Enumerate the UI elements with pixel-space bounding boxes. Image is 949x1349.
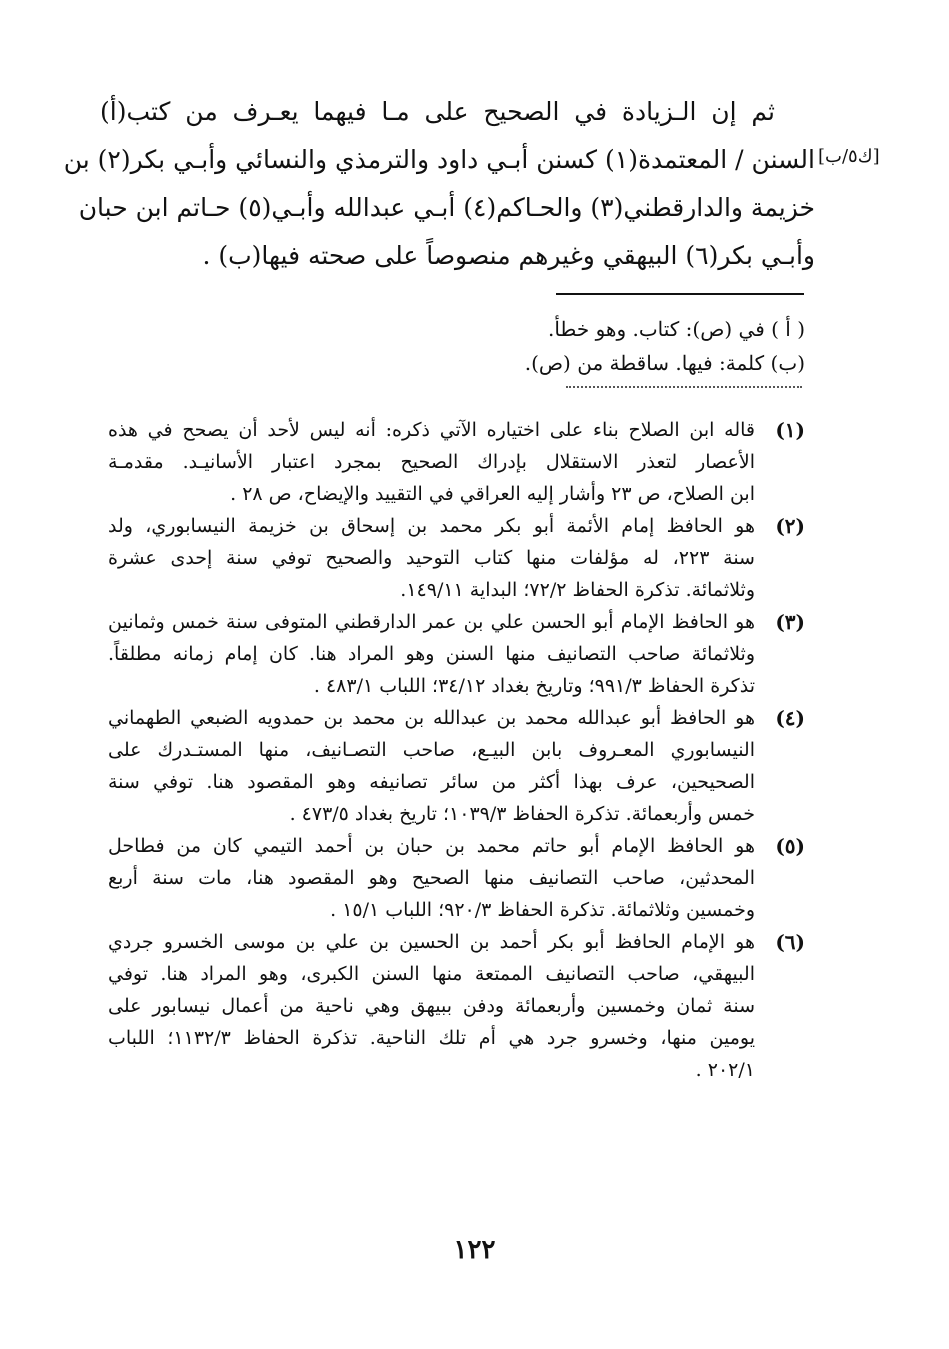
footnote-line: هو الإمام الحافظ أبو بكر أحمد بن الحسين بن علي بن موسى الخسرو جردي xyxy=(108,931,755,953)
footnote xyxy=(108,926,805,1086)
footnote-line: هو الحافظ إمام الأئمة أبو بكر محمد بن إسحاق بن خزيمة النيسابوري، ولد xyxy=(108,515,755,537)
footnote xyxy=(108,414,805,510)
footnote-line: وثلاثمائة صاحب التصانيف منها السنن وهو المراد هنا. كان إمام زمانه مطلقاً. xyxy=(108,643,755,665)
main-text-line: ثم إن الـزيادة في الصحيح على مـا فيهما يعـرف من كتب(أ) xyxy=(100,97,775,126)
variant-note: (ب) كلمة: فيها. ساقطة من (ص). xyxy=(524,351,805,375)
footnote-line: وخمسين وثلاثمائة. تذكرة الحفاظ ٩٢٠/٣؛ اللباب ١٥/١ . xyxy=(330,899,755,921)
footnote xyxy=(108,830,805,926)
footnote-number: (٢) xyxy=(775,514,805,538)
footnote-number: (٣) xyxy=(775,610,805,634)
footnote-line: هو الحافظ الإمام أبو حاتم محمد بن حبان بن أحمد التيمي كان من فطاحل xyxy=(108,835,755,857)
footnote-line: الصحيحين، عرف بهذا أكثر من سائر تصانيفه وهو المقصود هنا. توفي سنة xyxy=(108,771,755,793)
footnote-line: خمس وأربعمائة. تذكرة الحفاظ ١٠٣٩/٣؛ تاريخ بغداد ٤٧٣/٥ . xyxy=(289,803,755,825)
footnote xyxy=(108,702,805,830)
footnote-number: (١) xyxy=(775,418,805,442)
footnote-separator xyxy=(556,293,804,295)
main-text-line: وأبـي بكر(٦) البيهقي وغيرهم منصوصاً على صحته فيها(ب) . xyxy=(202,241,815,270)
footnote-line: ابن الصلاح، ص ٢٣ وأشار إليه العراقي في التقييد والإيضاح، ص ٢٨ . xyxy=(230,483,755,505)
footnote-number: (٥) xyxy=(775,834,805,858)
manuscript-margin-note: [ك٥/ب] xyxy=(818,146,880,167)
footnote-line: قاله ابن الصلاح بناء على اختياره الآتي ذكره: أنه ليس لأحد أن يصحح في هذه xyxy=(108,419,755,441)
main-text-line: السنن / المعتمدة(١) كسنن أبـي داود والترمذي والنسائي وأبـي بكر(٢) بن xyxy=(63,145,815,174)
footnote-number: (٦) xyxy=(775,930,805,954)
footnote-line: هو الحافظ الإمام أبو الحسن علي بن عمر الدارقطني المتوفى سنة خمس وثمانين xyxy=(108,611,755,633)
variant-notes xyxy=(380,312,805,380)
footnote-line: سنة ثمان وخمسين وأربعمائة ودفن ببيهق وهي ناحية من أعمال نيسابور على xyxy=(108,995,755,1017)
footnote-line: البيهقي، صاحب التصانيف الممتعة منها السنن الكبرى، وهو المراد هنا. توفي xyxy=(108,963,755,985)
dotted-separator xyxy=(566,386,802,396)
footnote-line: سنة ٢٢٣، له مؤلفات منها كتاب التوحيد والصحيح توفي سنة إحدى عشرة xyxy=(108,547,755,569)
footnote-line: تذكرة الحفاظ ٩٩١/٣؛ وتاريخ بغداد ٣٤/١٢؛ اللباب ٤٨٣/١ . xyxy=(313,675,755,697)
footnote xyxy=(108,510,805,606)
page-number: ١٢٢ xyxy=(453,1235,496,1265)
footnote-line: النيسابوري المعـروف بابن البيـع، صاحب التصـانيف، منها المستـدرك على xyxy=(108,739,755,761)
footnote xyxy=(108,606,805,702)
footnotes xyxy=(108,414,805,1086)
footnote-line: يومين منها، وخسرو جرد هي أم تلك الناحية. تذكرة الحفاظ ١١٣٢/٣؛ اللباب xyxy=(108,1027,755,1049)
main-text-line: خزيمة والدارقطني(٣) والحـاكم(٤) أبـي عبدالله وأبـي(٥) حـاتم ابن حبان xyxy=(78,193,815,222)
footnote-line: المحدثين، صاحب التصانيف منها الصحيح وهو المقصود هنا، مات سنة أربع xyxy=(108,867,755,889)
footnote-line: وثلاثمائة. تذكرة الحفاظ ٧٢/٢؛ البداية ١٤٩/١١. xyxy=(400,579,755,601)
footnote-line: الأعصار لتعذر الاستقلال بإدراك الصحيح بمجرد اعتبار الأسانيـد. مقدمـة xyxy=(108,451,755,473)
main-text-block xyxy=(63,88,815,280)
variant-note: ( أ ) في (ص): كتاب. وهو خطأ. xyxy=(547,317,805,341)
footnote-line: هو الحافظ أبو عبدالله محمد بن عبدالله بن محمد بن حمدويه الضبعي الطهماني xyxy=(108,707,755,729)
footnote-line: ٢٠٢/١ . xyxy=(695,1059,755,1081)
footnote-number: (٤) xyxy=(775,706,805,730)
